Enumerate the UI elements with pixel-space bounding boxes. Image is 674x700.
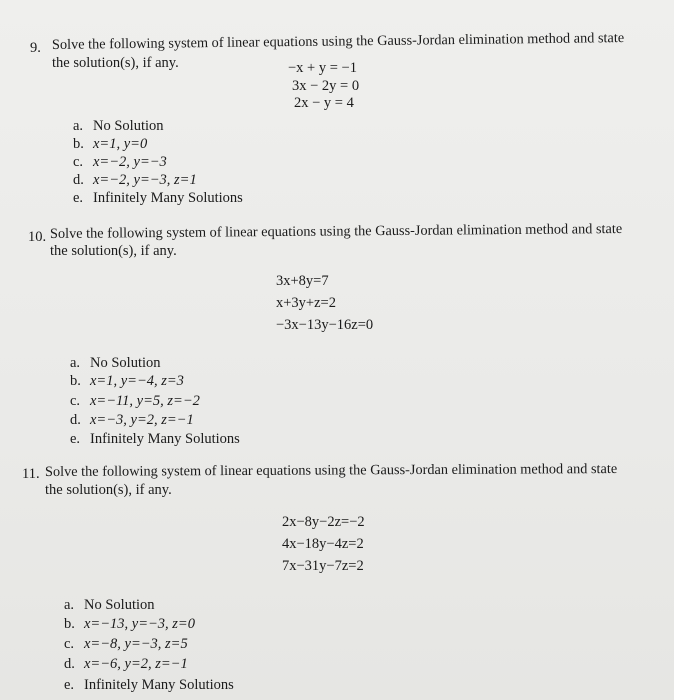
option-letter: a.	[70, 355, 81, 371]
option-a[interactable]	[73, 118, 164, 135]
option-text: x=1, y=−4, z=3	[90, 373, 184, 389]
question-prompt-cont: the solution(s), if any.	[50, 243, 177, 259]
option-d[interactable]	[64, 656, 188, 673]
option-letter: c.	[64, 636, 75, 652]
option-text: No Solution	[84, 597, 155, 613]
question-prompt-cont: the solution(s), if any.	[52, 55, 179, 71]
option-text: No Solution	[93, 118, 164, 134]
option-text: x=−2, y=−3	[93, 154, 167, 170]
option-text: x=−2, y=−3, z=1	[93, 172, 197, 188]
equation: −x + y = −1	[288, 60, 357, 76]
option-c[interactable]	[73, 154, 167, 171]
option-letter: e.	[64, 677, 75, 693]
option-letter: c.	[70, 393, 81, 409]
question-number: 10.	[28, 229, 47, 245]
question-prompt: Solve the following system of linear equations using the Gauss-Jordan elimination method and state	[44, 461, 618, 480]
equation: 7x−31y−7z=2	[282, 558, 364, 574]
equation: 2x − y = 4	[294, 95, 354, 111]
question-prompt: Solve the following system of linear equations using the Gauss-Jordan elimination method and state	[51, 30, 625, 53]
option-text: No Solution	[90, 355, 161, 371]
option-c[interactable]	[64, 636, 188, 653]
option-a[interactable]	[70, 355, 161, 372]
option-text: Infinitely Many Solutions	[90, 431, 240, 447]
question-number: 11.	[22, 466, 40, 482]
equation: −3x−13y−16z=0	[276, 317, 374, 333]
equation: x+3y+z=2	[276, 295, 336, 311]
option-text: Infinitely Many Solutions	[93, 190, 243, 206]
option-text: x=−6, y=2, z=−1	[84, 656, 188, 672]
option-text: x=1, y=0	[93, 136, 148, 152]
option-letter: a.	[64, 597, 75, 613]
option-letter: a.	[73, 118, 84, 134]
option-b[interactable]	[64, 616, 195, 633]
option-b[interactable]	[73, 136, 147, 153]
option-text: Infinitely Many Solutions	[84, 677, 234, 693]
option-text: x=−8, y=−3, z=5	[84, 636, 188, 652]
option-letter: e.	[73, 190, 84, 206]
question-prompt-cont: the solution(s), if any.	[45, 482, 172, 498]
option-d[interactable]	[73, 172, 197, 189]
option-a[interactable]	[64, 597, 155, 614]
equation: 3x+8y=7	[276, 273, 329, 289]
option-letter: e.	[70, 431, 81, 447]
option-e[interactable]	[73, 190, 243, 207]
equation: 2x−8y−2z=−2	[282, 514, 365, 530]
question-prompt: Solve the following system of linear equations using the Gauss-Jordan elimination method and state	[49, 221, 623, 242]
equation: 3x − 2y = 0	[292, 78, 360, 94]
option-e[interactable]	[64, 677, 234, 694]
option-letter: b.	[70, 373, 81, 389]
option-d[interactable]	[70, 412, 194, 429]
option-letter: d.	[64, 656, 75, 672]
option-c[interactable]	[70, 393, 200, 410]
option-letter: d.	[73, 172, 84, 188]
option-text: x=−11, y=5, z=−2	[90, 393, 200, 409]
option-letter: b.	[64, 616, 75, 632]
question-number: 9.	[30, 40, 41, 56]
option-text: x=−3, y=2, z=−1	[90, 412, 194, 428]
option-e[interactable]	[70, 431, 240, 448]
option-text: x=−13, y=−3, z=0	[84, 616, 195, 632]
option-letter: c.	[73, 154, 84, 170]
equation: 4x−18y−4z=2	[282, 536, 364, 552]
option-letter: b.	[73, 136, 84, 152]
option-letter: d.	[70, 412, 81, 428]
option-b[interactable]	[70, 373, 184, 390]
